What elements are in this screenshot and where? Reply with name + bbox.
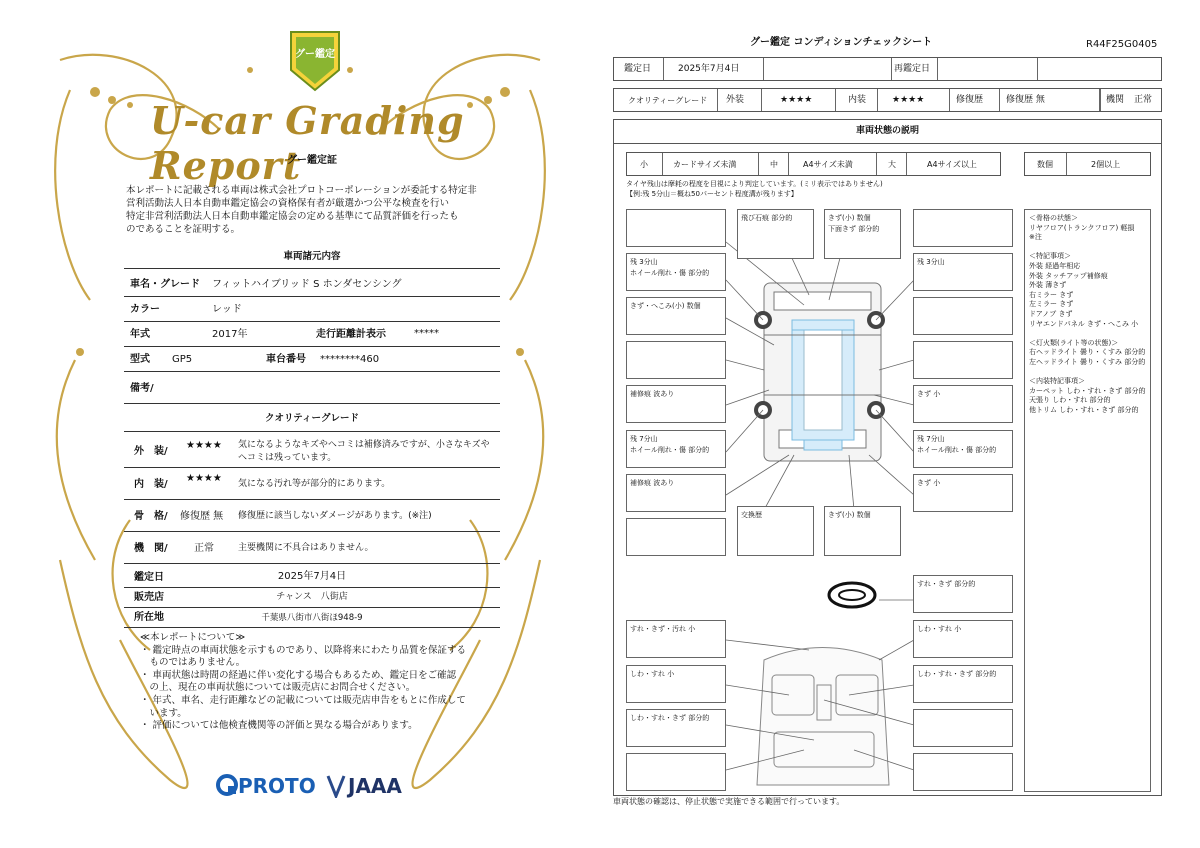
report-notes — [140, 632, 500, 733]
callout-text: しわ・すれ・きず 部分的 — [917, 670, 997, 678]
callout-tire-rear-left — [626, 430, 726, 468]
quality-text: ヘコミは残っています。 — [238, 453, 337, 463]
quality-text: 気になる汚れ等が部分的にあります。 — [238, 479, 391, 489]
remarks-line: 右ミラー きず — [1029, 290, 1074, 299]
quality-row-interior — [124, 468, 500, 500]
date-label: 鑑定日 — [624, 64, 652, 74]
callout-text: きず・へこみ(小) 数個 — [630, 302, 701, 310]
callout-dent-left — [626, 297, 726, 335]
spec-value: ***** — [414, 328, 439, 339]
callout-interior-left-3 — [626, 709, 726, 747]
quality-text: 気になるようなキズやヘコミは補修済みですが、小さなキズや — [238, 440, 490, 450]
appraisal-date-label: 鑑定日 — [134, 572, 164, 583]
address-label: 所在地 — [134, 612, 164, 623]
callout-text: 補修痕 波あり — [630, 390, 675, 398]
note-line: ・ 車両状態は時間の経過に伴い変化する場合もあるため、鑑定日をご確認 — [140, 669, 457, 681]
quality-grade: 正常 — [194, 543, 214, 554]
spec-label: 走行距離計表示 — [316, 329, 386, 340]
intro-line: 本レポートに記載される車両は株式会社プロトコーポレーションが委託する特定非 — [126, 185, 477, 196]
certificate-title: グー鑑定証 — [287, 155, 337, 166]
callout-text: すれ・きず 部分的 — [917, 580, 976, 588]
spec-value: フィットハイブリッド S ホンダセンシング — [212, 279, 402, 290]
callout-text: 残 3分山 — [630, 258, 658, 266]
proto-logo-text: PROTO — [238, 774, 316, 798]
repair-history-label: 修復歴 — [956, 95, 984, 105]
quality-section-title: クオリティーグレード — [264, 413, 360, 424]
callout-text: しわ・すれ・きず 部分的 — [630, 714, 710, 722]
callout-box — [626, 209, 726, 247]
quality-label: 内 装/ — [134, 479, 168, 490]
date-value: 2025年7月4日 — [678, 64, 740, 74]
engine-label: 機関 — [1106, 95, 1125, 105]
size-large: 大 — [888, 160, 896, 169]
proto-mark-icon — [216, 774, 238, 796]
quality-row-engine — [124, 532, 500, 564]
callout-text: きず(小) 数個 — [828, 214, 871, 222]
quality-grade: ★★★★ — [186, 473, 222, 484]
quality-row-frame — [124, 500, 500, 532]
callout-scratch-right-1 — [913, 385, 1013, 423]
tire-note-example: 【例:残 5分山＝概ね50パーセント程度溝が残ります】 — [626, 190, 798, 198]
quality-grade-label: クオリティーグレード — [628, 96, 708, 105]
callout-tire-front-right — [913, 253, 1013, 291]
appraisal-date-value: 2025年7月4日 — [277, 571, 347, 582]
repair-history-value: 修復歴 無 — [1006, 95, 1045, 105]
callout-box — [913, 297, 1013, 335]
appraisal-date-row — [124, 566, 500, 588]
exterior-label: 外装 — [726, 95, 745, 105]
remarks-line: 左ミラー きず — [1029, 300, 1074, 309]
quality-label: 機 関/ — [134, 543, 168, 554]
remarks-panel — [1024, 209, 1151, 792]
callout-text: 残 3分山 — [917, 258, 945, 266]
callout-scratch-right-2 — [913, 474, 1013, 512]
remarks-line: 左ヘッドライト 曇り・くすみ 部分的 — [1029, 357, 1146, 366]
spec-label: カラー — [130, 304, 160, 315]
proto-logo — [216, 772, 316, 798]
callout-interior-right-2 — [913, 665, 1013, 703]
interior-label: 内装 — [848, 95, 867, 105]
callout-scratch-bottom — [824, 506, 901, 556]
callout-box — [913, 209, 1013, 247]
remarks-heading: ＜骨格の状態＞ — [1029, 214, 1078, 222]
spec-label: 車台番号 — [266, 354, 306, 365]
note-line: の上、現在の車両状態については販売店にお問合せください。 — [140, 682, 416, 694]
spec-value: GP5 — [172, 354, 193, 365]
count-desc: 2個以上 — [1091, 160, 1121, 169]
spec-value: ********460 — [320, 354, 380, 365]
spec-row-remarks — [124, 372, 500, 404]
spec-section-title: 車両諸元内容 — [283, 251, 341, 262]
callout-text: 残 7分山 — [917, 435, 945, 443]
remarks-line: 右ヘッドライト 曇り・くすみ 部分的 — [1029, 348, 1146, 357]
callout-box — [913, 709, 1013, 747]
size-small-desc: カードサイズ未満 — [673, 160, 737, 169]
quality-label: 骨 格/ — [134, 511, 168, 522]
remarks-line: ドアノブ きず — [1029, 309, 1073, 318]
callout-box — [626, 341, 726, 379]
spec-row-year — [124, 322, 500, 347]
quality-text: 主要機関に不具合はありません。 — [238, 543, 374, 553]
jaaa-mark-icon — [326, 772, 346, 798]
goo-appraisal-badge-icon — [287, 30, 343, 92]
callout-text: すれ・きず・汚れ 小 — [630, 625, 696, 633]
size-medium-desc: A4サイズ未満 — [803, 160, 853, 169]
callout-text: 残 7分山 — [630, 435, 658, 443]
callout-box — [626, 753, 726, 791]
quality-label: 外 装/ — [134, 446, 168, 457]
address-value: 千葉県八街市八街ほ948-9 — [261, 613, 363, 623]
callout-text: 下面きず 部分的 — [828, 225, 880, 233]
callout-text: しわ・すれ 小 — [630, 670, 675, 678]
spec-row-name — [124, 272, 500, 297]
engine-value: 正常 — [1134, 95, 1153, 105]
jaaa-logo — [326, 772, 416, 798]
callout-interior-left-1 — [626, 620, 726, 658]
spec-row-model — [124, 347, 500, 372]
quality-grade: 修復歴 無 — [180, 511, 224, 522]
condition-panel — [613, 119, 1162, 796]
note-line: います。 — [140, 707, 187, 719]
callout-text: 交換歴 — [741, 511, 762, 519]
remarks-line: 外装 経過年相応 — [1029, 261, 1081, 270]
remarks-line: リヤエンドパネル きず・へこみ 小 — [1029, 319, 1139, 328]
note-line: ・ 評価については他検査機関等の評価と異なる場合があります。 — [140, 720, 418, 732]
interior-grade: ★★★★ — [892, 95, 925, 105]
remarks-line: 他トリム しわ・すれ・きず 部分的 — [1029, 405, 1139, 414]
remarks-line: 天張り しわ・すれ 部分的 — [1029, 396, 1111, 405]
callout-text: きず 小 — [917, 390, 941, 398]
callout-text: 飛び石痕 部分的 — [741, 214, 793, 222]
jaaa-logo-text: JAAA — [348, 774, 402, 798]
exterior-grade: ★★★★ — [780, 95, 813, 105]
tire-note: タイヤ残山は摩耗の程度を目視により判定しています。(ミリ表示ではありません) — [626, 180, 883, 188]
remarks-line: 外装 タッチアップ補修痕 — [1029, 271, 1108, 280]
intro-line: 営利活動法人日本自動車鑑定協会の資格保有者が厳選かつ公平な検査を行い — [126, 198, 450, 209]
grade-row — [613, 88, 1162, 112]
remarks-heading: ＜内装特記事項＞ — [1029, 377, 1085, 386]
quality-text: 修復歴に該当しないダメージがあります。(※注) — [238, 511, 432, 521]
sheet-code: R44F25G0405 — [1086, 39, 1158, 50]
dealer-row — [124, 588, 500, 608]
spec-value: 2017年 — [212, 329, 248, 340]
note-line: ものではありません。 — [140, 657, 246, 669]
callout-scratch-top — [824, 209, 901, 259]
callout-interior-right-1 — [913, 620, 1013, 658]
intro-line: のであることを証明する。 — [126, 224, 241, 235]
spec-row-color — [124, 297, 500, 322]
callout-tire-front-left — [626, 253, 726, 291]
callout-tire-rear-right — [913, 430, 1013, 468]
dealer-value: チャンス 八街店 — [276, 592, 348, 602]
size-medium: 中 — [770, 160, 778, 169]
size-small: 小 — [640, 160, 648, 169]
callout-box — [913, 753, 1013, 791]
notes-title: ≪本レポートについて≫ — [140, 632, 246, 643]
spec-label: 年式 — [130, 329, 150, 340]
callout-text: ホイール削れ・傷 部分的 — [630, 446, 710, 454]
condition-title: 車両状態の説明 — [855, 126, 919, 136]
callout-text: ホイール削れ・傷 部分的 — [917, 446, 997, 454]
remarks-line: 外装 薄きず — [1029, 281, 1067, 290]
callout-text: ホイール削れ・傷 部分的 — [630, 269, 710, 277]
callout-replaced — [737, 506, 814, 556]
spec-label: 型式 — [130, 354, 150, 365]
quality-row-exterior — [124, 435, 500, 468]
badge-label: グー鑑定 — [295, 49, 335, 60]
condition-check-sheet — [600, 0, 1200, 848]
callout-repair-left-2 — [626, 474, 726, 512]
callout-interior-left-2 — [626, 665, 726, 703]
remarks-list — [1029, 214, 1150, 415]
sheet-title: グー鑑定 コンディションチェックシート — [750, 37, 933, 48]
remarks-heading: ＜特記事項＞ — [1029, 252, 1071, 261]
callout-text: しわ・すれ 小 — [917, 625, 962, 633]
certificate-intro — [126, 184, 496, 236]
intro-line: 特定非営利活動法人日本自動車鑑定協会の定める基準にて品質評価を行ったも — [126, 211, 459, 222]
remarks-heading: ＜灯火類(ライト等の状態)＞ — [1029, 338, 1119, 347]
note-line: ・ 鑑定時点の車両状態を示すものであり、以降将来にわたり品質を保証する — [140, 644, 467, 656]
size-large-desc: A4サイズ以上 — [927, 160, 977, 169]
callout-text: きず 小 — [917, 479, 941, 487]
date-row — [613, 57, 1162, 81]
report-title: U-car Grading Report — [150, 98, 465, 188]
callout-text: 補修痕 波あり — [630, 479, 675, 487]
spec-value: レッド — [212, 304, 242, 315]
callout-steering — [913, 575, 1013, 613]
remarks-line: ※注 — [1029, 233, 1042, 242]
spec-label: 車名・グレード — [130, 279, 200, 290]
callout-box — [913, 341, 1013, 379]
callout-text: きず(小) 数個 — [828, 511, 871, 519]
callout-repair-left-1 — [626, 385, 726, 423]
remarks-line: カーペット しわ・すれ・きず 部分的 — [1029, 386, 1146, 395]
dealer-label: 販売店 — [134, 592, 164, 603]
note-line: ・ 年式、車名、走行距離などの記載については販売店申告をもとに作成して — [140, 694, 466, 706]
sheet-footer: 車両状態の確認は、停止状態で実施できる範囲で行っています。 — [613, 797, 845, 806]
remarks-line: リヤフロア(トランクフロア) 軽損 — [1029, 223, 1135, 232]
address-row — [124, 608, 500, 628]
reappraisal-label: 再鑑定日 — [894, 64, 931, 74]
callout-stone-chip — [737, 209, 814, 259]
count-label: 数個 — [1037, 160, 1053, 169]
spec-label: 備考/ — [130, 383, 154, 394]
callout-box — [626, 518, 726, 556]
quality-grade: ★★★★ — [186, 440, 222, 451]
